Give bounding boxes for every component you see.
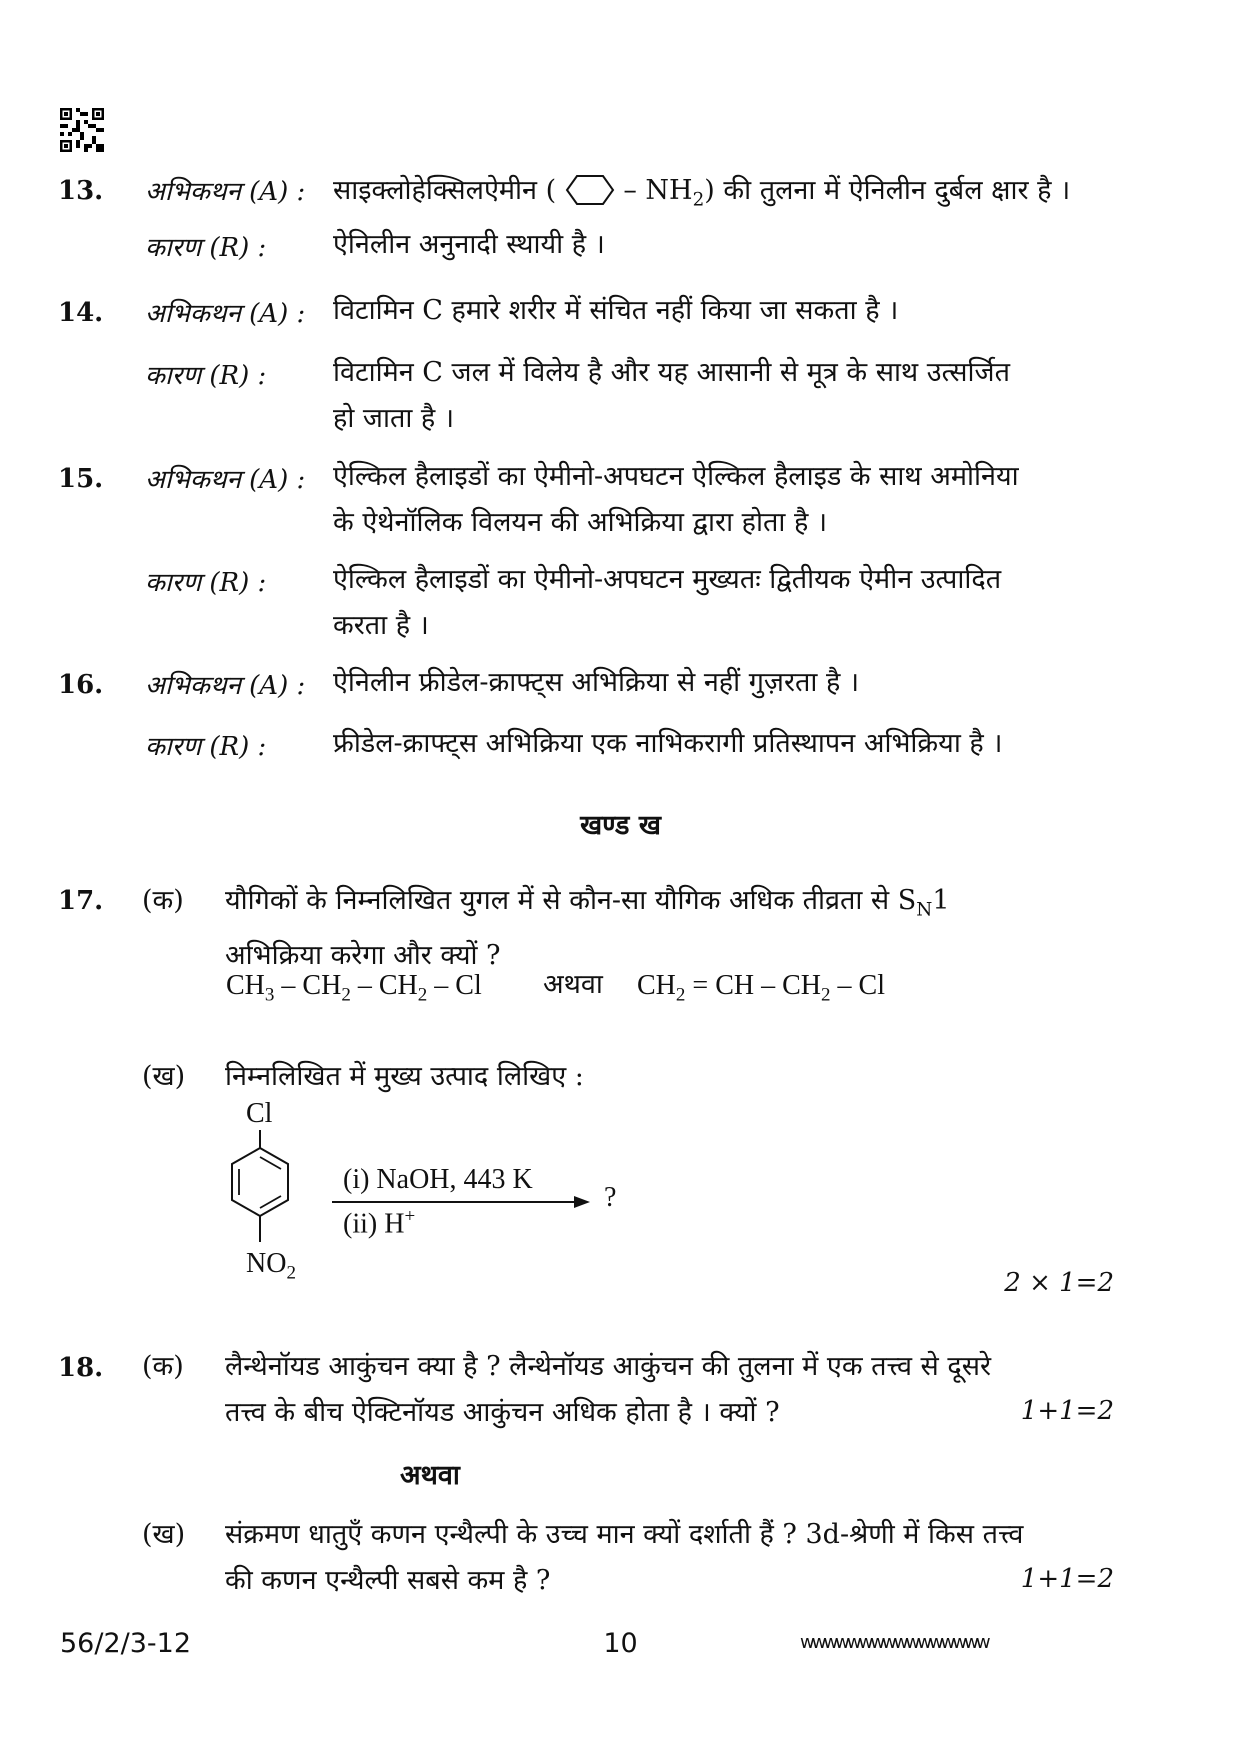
reason-label: कारण (R) :	[145, 361, 267, 391]
chloro-group-label: Cl	[246, 1098, 273, 1129]
reaction-condition-1: (i) NaOH, 443 K	[343, 1164, 533, 1195]
assertion-label: अभिकथन (A) :	[145, 299, 306, 329]
formula-allyl-chloride: $CH_2$ = CH – $CH_2$ – Cl	[637, 970, 885, 1006]
reason-label: कारण (R) :	[145, 233, 267, 263]
sub-question-text: संक्रमण धातुएँ कणन एन्थैल्पी के उच्च मान क्यों दर्शाती हैं ? 3d-श्रेणी में किस तत्त्व की कणन एन्थैल्पी सबसे कम है ?	[225, 1519, 1024, 1596]
assertion-text: ऐल्किल हैलाइडों का ऐमीनो-अपघटन ऐल्किल हैलाइड के साथ अमोनिया के ऐथेनॉलिक विलयन की अभिक्रिया द्वारा होता है ।	[333, 461, 1019, 538]
marks-label: 1+1=2	[1020, 1396, 1114, 1426]
reason-text: ऐल्किल हैलाइडों का ऐमीनो-अपघटन मुख्यतः द्वितीयक ऐमीन उत्पादित करता है ।	[333, 564, 1002, 641]
reason-text: विटामिन C जल में विलेय है और यह आसानी से मूत्र के साथ उत्सर्जित हो जाता है ।	[333, 357, 1010, 434]
question-number: 18.	[58, 1353, 104, 1383]
sub-question-label: (ख)	[142, 1519, 186, 1550]
reason-label: कारण (R) :	[145, 568, 267, 598]
formula-propyl-chloride: $CH_3 - CH_2 - CH_2$ – Cl	[226, 970, 482, 1006]
paper-code: 56/2/3-12	[60, 1628, 192, 1659]
question-number: 14.	[58, 298, 104, 328]
sub-question-label: (ख)	[142, 1061, 186, 1092]
nitro-group-label: $NO_2$	[246, 1248, 296, 1284]
question-number: 13.	[58, 176, 104, 206]
assertion-label: अभिकथन (A) :	[145, 177, 306, 207]
sub-question-label: (क)	[142, 1351, 184, 1382]
sub-question-label: (क)	[142, 885, 184, 916]
or-word: अथवा	[543, 969, 603, 1000]
page-number: 10	[603, 1628, 638, 1659]
section-heading: खण्ड ख	[580, 810, 661, 841]
assertion-text: ऐनिलीन फ्रीडेल-क्राफ्ट्स अभिक्रिया से नहीं गुज़रता है ।	[333, 667, 860, 698]
marks-label: 1+1=2	[1020, 1564, 1114, 1594]
assertion-label: अभिकथन (A) :	[145, 465, 306, 495]
cyclohexane-ring-icon	[565, 174, 615, 206]
reason-label: कारण (R) :	[145, 732, 267, 762]
assertion-text: साइक्लोहेक्सिलऐमीन ( – $NH_2$) की तुलना में ऐनिलीन दुर्बल क्षार है ।	[333, 175, 1071, 211]
product-placeholder: ?	[604, 1182, 617, 1213]
marks-label: 2 × 1=2	[1004, 1268, 1114, 1298]
or-heading: अथवा	[400, 1460, 460, 1491]
assertion-text: विटामिन C हमारे शरीर में संचित नहीं किया जा सकता है ।	[333, 295, 899, 326]
assertion-label: अभिकथन (A) :	[145, 671, 306, 701]
question-number: 16.	[58, 670, 104, 700]
reason-text: फ्रीडेल-क्राफ्ट्स अभिक्रिया एक नाभिकरागी प्रतिस्थापन अभिक्रिया है ।	[333, 728, 1003, 759]
reason-text: ऐनिलीन अनुनादी स्थायी है ।	[333, 229, 605, 260]
sub-question-text: निम्नलिखित में मुख्य उत्पाद लिखिए :	[225, 1061, 584, 1092]
qr-code-icon	[60, 108, 104, 152]
sub-question-text: लैन्थेनॉयड आकुंचन क्या है ? लैन्थेनॉयड आकुंचन की तुलना में एक तत्त्व से दूसरे तत्त्व के बीच ऐक्टिनॉयड आकुंचन अधिक होता है । क्यों ?	[225, 1351, 992, 1428]
question-number: 17.	[58, 886, 104, 916]
benzene-ring-icon	[220, 1130, 300, 1250]
question-number: 15.	[58, 464, 104, 494]
wavy-line-decoration: wwwwwwwwwwwwwwww	[800, 1632, 988, 1653]
reaction-condition-2: (ii) H+	[343, 1206, 416, 1240]
sub-question-text: यौगिकों के निम्नलिखित युगल में से कौन-सा यौगिक अधिक तीव्रता से $S_N1$ अभिक्रिया करेगा और क्यों ?	[225, 885, 950, 972]
